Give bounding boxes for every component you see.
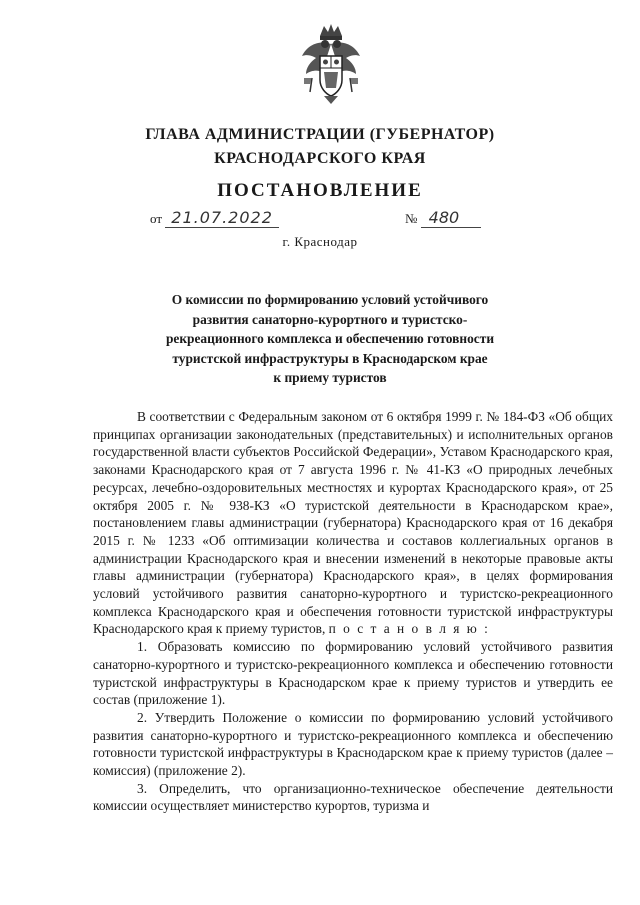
handwritten-date: 21.07.2022 bbox=[165, 208, 279, 228]
resolve-word: п о с т а н о в л я ю : bbox=[328, 621, 490, 637]
intro-paragraph bbox=[93, 408, 613, 638]
issuer-region: КРАСНОДАРСКОГО КРАЯ bbox=[214, 150, 426, 167]
number-prefix: № bbox=[405, 211, 418, 226]
item-2-paragraph: 2. Утвердить Положение о комиссии по формированию условий устойчивого развития санаторно-курортного и туристско-рекреационного комплекса и обеспечению готовности туристской инфраструктуры в Краснодарском крае к приему туристов (далее – комиссия) (приложение 2). bbox=[93, 709, 613, 779]
handwritten-number: 480 bbox=[421, 208, 482, 228]
number-line bbox=[405, 208, 481, 227]
title-line: рекреационного комплекса и обеспечению готовности bbox=[165, 331, 495, 346]
intro-text: В соответствии с Федеральным законом от 6 октября 1999 г. № 184-ФЗ «Об общих принципах организации законодательных (представительных) и исполнительных органов государственной власти субъектов Российской Федерации», Уставом Краснодарского края, законами Краснодарского края от 7 августа 1996 г. № 41-КЗ «О природных лечебных ресурсах, лечебно-оздоровительных местностях и курортах Краснодарского края», от 25 октября 2005 г. № 938-КЗ «О туристской деятельности в Краснодарском крае», постановлением главы администрации (губернатора) Краснодарского края от 16 декабря 2015 г. № 1233 «Об оптимизации количества и составов коллегиальных органов в администрации Краснодарского края и внесении изменений в некоторые правовые акты главы администрации (губернатора) Краснодарского края», в целях формирования условий устойчивого развития санаторно-курортного и туристско-рекреационного комплекса Краснодарского края и обеспечения готовности туристской инфраструктуры Краснодарского края к приему туристов, bbox=[93, 409, 613, 637]
date-line bbox=[150, 208, 279, 227]
city-label: г. Краснодар bbox=[282, 234, 358, 249]
coat-of-arms-emblem bbox=[298, 22, 364, 106]
issuer-title: ГЛАВА АДМИНИСТРАЦИИ (ГУБЕРНАТОР) bbox=[145, 126, 495, 143]
item-1-paragraph: 1. Образовать комиссию по формированию условий устойчивого развития санаторно-курортного и туристско-рекреационного комплекса и обеспечению готовности туристской инфраструктуры в Краснодарском крае к приему туристов и утвердить ее состав (приложение 1). bbox=[93, 639, 613, 708]
title-line: туристской инфраструктуры в Краснодарском крае bbox=[172, 350, 488, 366]
document-type: ПОСТАНОВЛЕНИЕ bbox=[217, 180, 423, 201]
title-line: к приему туристов bbox=[273, 370, 387, 385]
document-title bbox=[140, 290, 520, 388]
item-3-paragraph: 3. Определить, что организационно-техническое обеспечение деятельности комиссии осуществляет министерство курортов, туризма и bbox=[93, 780, 613, 814]
date-prefix: от bbox=[150, 211, 163, 226]
title-line: О комиссии по формированию условий устойчивого bbox=[171, 292, 489, 307]
document-body bbox=[93, 408, 613, 815]
title-line: развития санаторно-курортного и туристско- bbox=[192, 311, 468, 327]
